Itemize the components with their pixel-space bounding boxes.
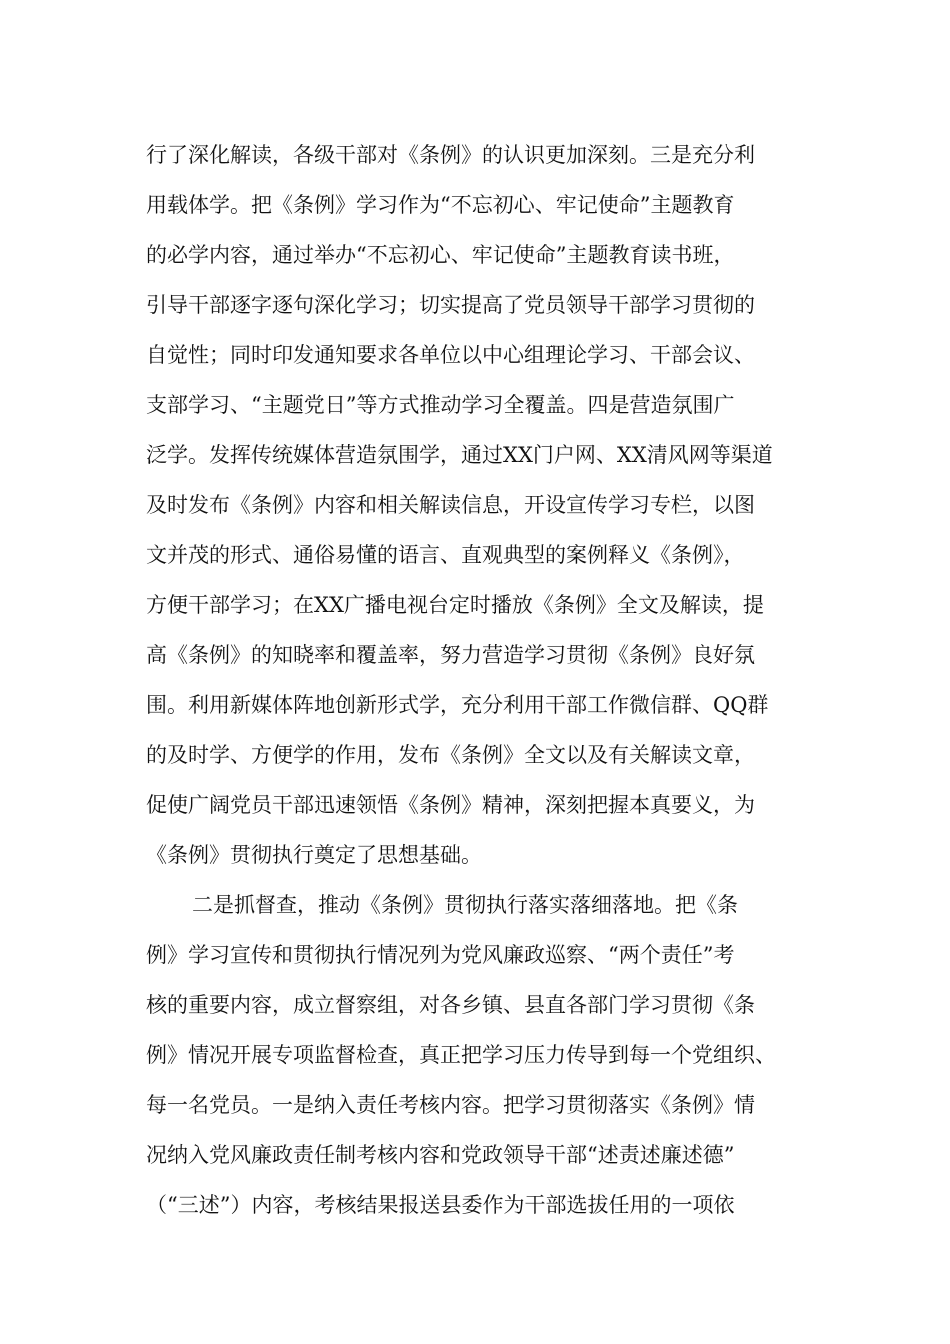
text-line: 泛学。发挥传统媒体营造氛围学，通过XX门户网、XX清风网等渠道 [146, 443, 773, 467]
text-line: 的及时学、方便学的作用，发布《条例》全文以及有关解读文章， [146, 743, 755, 767]
text-line: 每一名党员。一是纳入责任考核内容。把学习贯彻落实《条例》情 [146, 1093, 755, 1117]
text-line: 及时发布《条例》内容和相关解读信息，开设宣传学习专栏，以图 [146, 493, 755, 517]
text-line: 的必学内容，通过举办“不忘初心、牢记使命”主题教育读书班， [146, 243, 735, 267]
text-line: 支部学习、“主题党日”等方式推动学习全覆盖。四是营造氛围广 [146, 393, 735, 417]
text-line: 文并茂的形式、通俗易懂的语言、直观典型的案例释义《条例》， [146, 543, 745, 567]
body-text [146, 130, 836, 1230]
text-line: 用载体学。把《条例》学习作为“不忘初心、牢记使命”主题教育 [146, 193, 735, 217]
text-line: 《条例》贯彻执行奠定了思想基础。 [146, 843, 482, 867]
text-line: （“三述”）内容，考核结果报送县委作为干部选拔任用的一项依 [146, 1193, 735, 1217]
text-line: 高《条例》的知晓率和覆盖率，努力营造学习贯彻《条例》良好氛 [146, 643, 755, 667]
text-line: 自觉性；同时印发通知要求各单位以中心组理论学习、干部会议、 [146, 343, 755, 367]
text-line: 例》学习宣传和贯彻执行情况列为党风廉政巡察、“两个责任”考 [146, 943, 735, 967]
text-line: 方便干部学习；在XX广播电视台定时播放《条例》全文及解读，提 [146, 593, 764, 617]
text-line: 况纳入党风廉政责任制考核内容和党政领导干部“述责述廉述德” [146, 1143, 735, 1167]
text-line: 例》情况开展专项监督检查，真正把学习压力传导到每一个党组织、 [146, 1043, 776, 1067]
text-line: 核的重要内容，成立督察组，对各乡镇、县直各部门学习贯彻《条 [146, 993, 755, 1017]
paragraph-start-line: 二是抓督查，推动《条例》贯彻执行落实落细落地。把《条 [192, 893, 738, 917]
text-line: 行了深化解读，各级干部对《条例》的认识更加深刻。三是充分利 [146, 143, 755, 167]
text-line: 围。利用新媒体阵地创新形式学，充分利用干部工作微信群、QQ群 [146, 693, 769, 717]
text-line: 促使广阔党员干部迅速领悟《条例》精神，深刻把握本真要义，为 [146, 793, 755, 817]
text-line: 引导干部逐字逐句深化学习；切实提高了党员领导干部学习贯彻的 [146, 293, 755, 317]
